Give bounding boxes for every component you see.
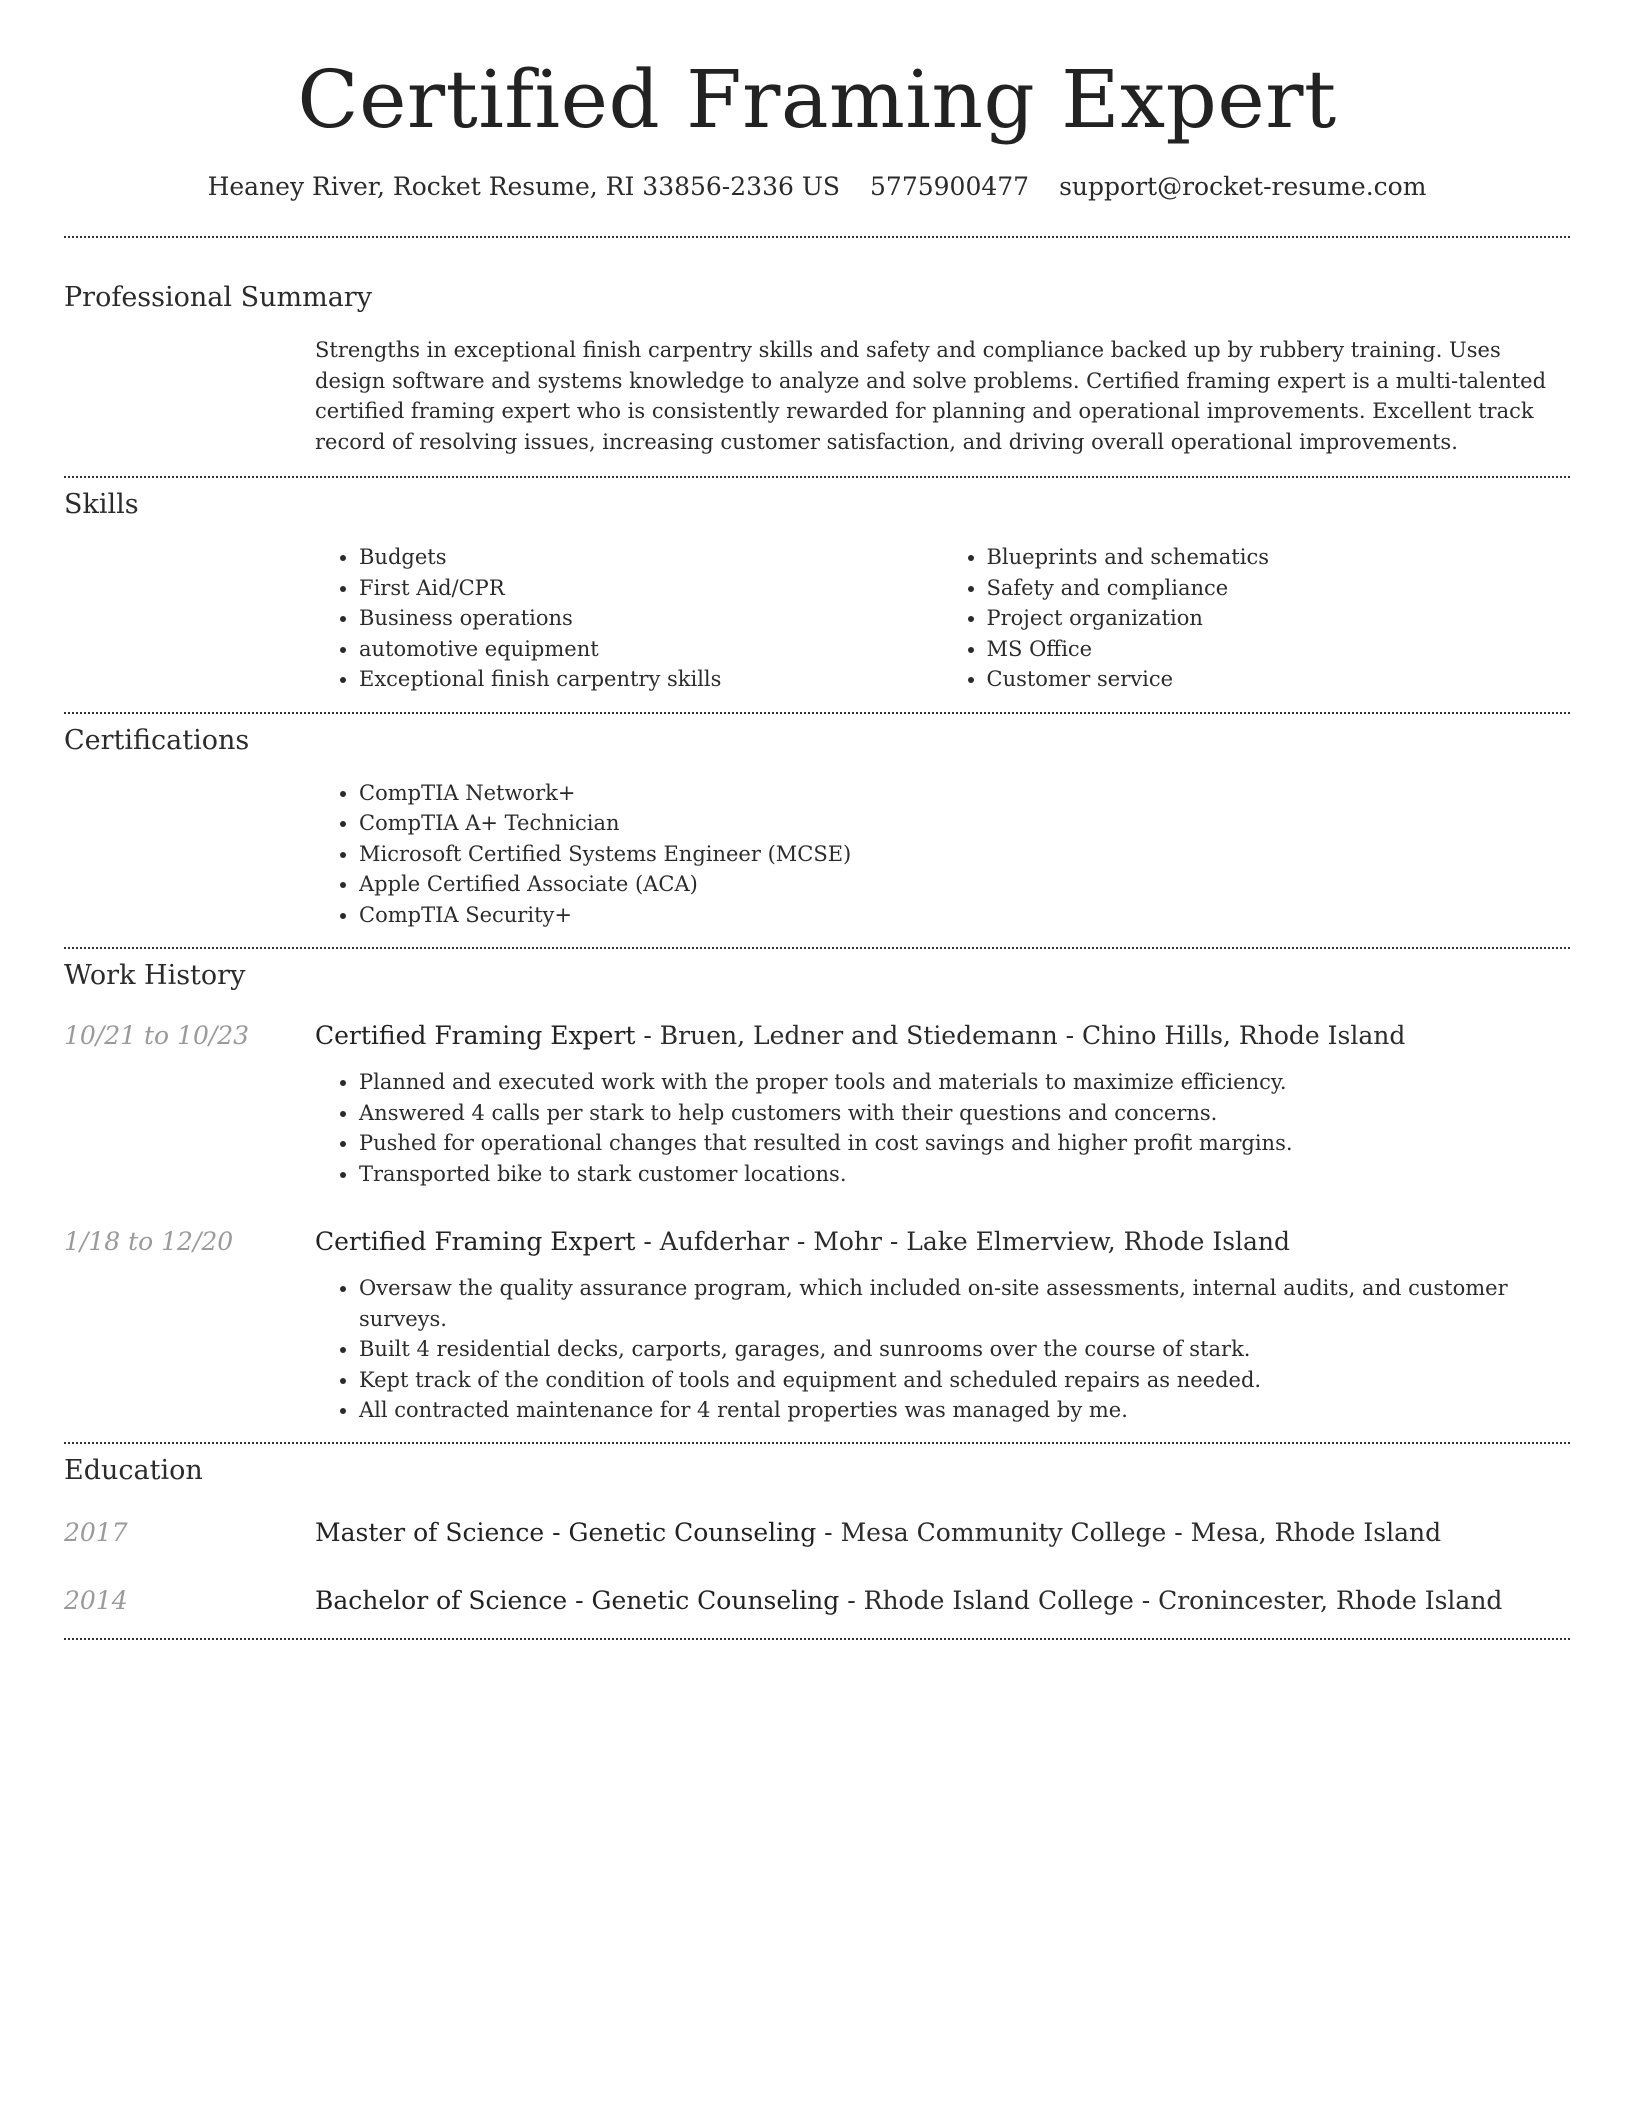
list-item: • Exceptional finish carpentry skills	[359, 664, 943, 695]
education-year: 2017	[64, 1517, 128, 1547]
list-item: • CompTIA A+ Technician	[359, 808, 1570, 839]
job-employer: - Aufderhar - Mohr - Lake Elmerview, Rhode Island	[635, 1227, 1291, 1256]
education-title	[315, 1516, 1441, 1550]
education-degree: Master of Science - Genetic Counseling	[315, 1517, 817, 1547]
list-item: • Microsoft Certified Systems Engineer (MCSE)	[359, 839, 1570, 870]
list-item: • MS Office	[987, 634, 1571, 665]
job-role: Certified Framing Expert	[315, 1021, 636, 1050]
divider	[64, 476, 1570, 478]
list-item: • Pushed for operational changes that resulted in cost savings and higher profit margins.	[359, 1128, 1570, 1159]
job-entry-header	[64, 1225, 1570, 1259]
divider	[64, 1442, 1570, 1444]
skills-list-right	[943, 542, 1571, 695]
job-bullets	[315, 1273, 1570, 1426]
section-title-skills: Skills	[64, 489, 139, 520]
skills-list-left	[315, 542, 943, 695]
job-bullet-list	[315, 1067, 1570, 1189]
section-title-work-history: Work History	[64, 960, 246, 991]
certifications-block	[315, 778, 1570, 931]
job-bullets	[315, 1067, 1570, 1189]
list-item: • Transported bike to stark customer locations.	[359, 1159, 1570, 1190]
education-entry	[64, 1516, 1570, 1550]
job-dates: 10/21 to 10/23	[64, 1021, 250, 1050]
job-bullet-list	[315, 1273, 1570, 1426]
job-title	[315, 1019, 1405, 1053]
list-item: • Answered 4 calls per stark to help customers with their questions and concerns.	[359, 1098, 1570, 1129]
education-degree: Bachelor of Science - Genetic Counseling	[315, 1585, 840, 1615]
job-title	[315, 1225, 1290, 1259]
contact-address: Heaney River, Rocket Resume, RI 33856-2336 US	[207, 172, 841, 201]
list-item: • automotive equipment	[359, 634, 943, 665]
resume-page	[64, 0, 1570, 1640]
skills-grid	[315, 542, 1570, 695]
certifications-list	[315, 778, 1570, 931]
job-employer: - Bruen, Ledner and Stiedemann - Chino Hills, Rhode Island	[635, 1021, 1406, 1050]
divider	[64, 947, 1570, 949]
education-school: - Mesa Community College - Mesa, Rhode Island	[816, 1517, 1442, 1547]
job-entry-header	[64, 1019, 1570, 1053]
list-item: • Safety and compliance	[987, 573, 1571, 604]
list-item: • Blueprints and schematics	[987, 542, 1571, 573]
section-title-education: Education	[64, 1454, 203, 1486]
divider	[64, 236, 1570, 238]
list-item: • Customer service	[987, 664, 1571, 695]
education-entry	[64, 1584, 1570, 1618]
section-title-certifications: Certifications	[64, 724, 250, 756]
list-item: • First Aid/CPR	[359, 573, 943, 604]
list-item: • Kept track of the condition of tools and equipment and scheduled repairs as needed.	[359, 1365, 1570, 1396]
section-title-summary: Professional Summary	[64, 282, 372, 313]
contact-phone: 5775900477	[870, 172, 1030, 201]
list-item: • CompTIA Network+	[359, 778, 1570, 809]
job-dates: 1/18 to 12/20	[64, 1227, 234, 1256]
list-item: • Business operations	[359, 603, 943, 634]
list-item: • Project organization	[987, 603, 1571, 634]
resume-name: Certified Framing Expert	[297, 53, 1337, 146]
contact-line	[64, 170, 1570, 204]
job-role: Certified Framing Expert	[315, 1227, 636, 1256]
education-school: - Rhode Island College - Cronincester, Rhode Island	[839, 1585, 1503, 1615]
list-item: • Budgets	[359, 542, 943, 573]
list-item: • CompTIA Security+	[359, 900, 1570, 931]
divider	[64, 1638, 1570, 1640]
summary-text: Strengths in exceptional finish carpentry skills and safety and compliance backed up by rubbery training. Uses design software and systems knowledge to analyze and solve problems. Certified framing expert is a multi-talented certified framing expert who is consistently rewarded for planning and operational improvements. Excellent track record of resolving issues, increasing customer satisfaction, and driving overall operational improvements.	[315, 338, 1547, 454]
list-item: • Built 4 residential decks, carports, garages, and sunrooms over the course of stark.	[359, 1334, 1570, 1365]
list-item: • Planned and executed work with the proper tools and materials to maximize efficiency.	[359, 1067, 1570, 1098]
contact-email[interactable]: support@rocket-resume.com	[1059, 172, 1427, 201]
education-title	[315, 1584, 1502, 1618]
list-item: • All contracted maintenance for 4 rental properties was managed by me.	[359, 1395, 1570, 1426]
list-item: • Oversaw the quality assurance program, which included on-site assessments, internal audits, and customer surveys.	[359, 1273, 1570, 1334]
education-year: 2014	[64, 1585, 128, 1615]
list-item: • Apple Certified Associate (ACA)	[359, 869, 1570, 900]
divider	[64, 712, 1570, 714]
